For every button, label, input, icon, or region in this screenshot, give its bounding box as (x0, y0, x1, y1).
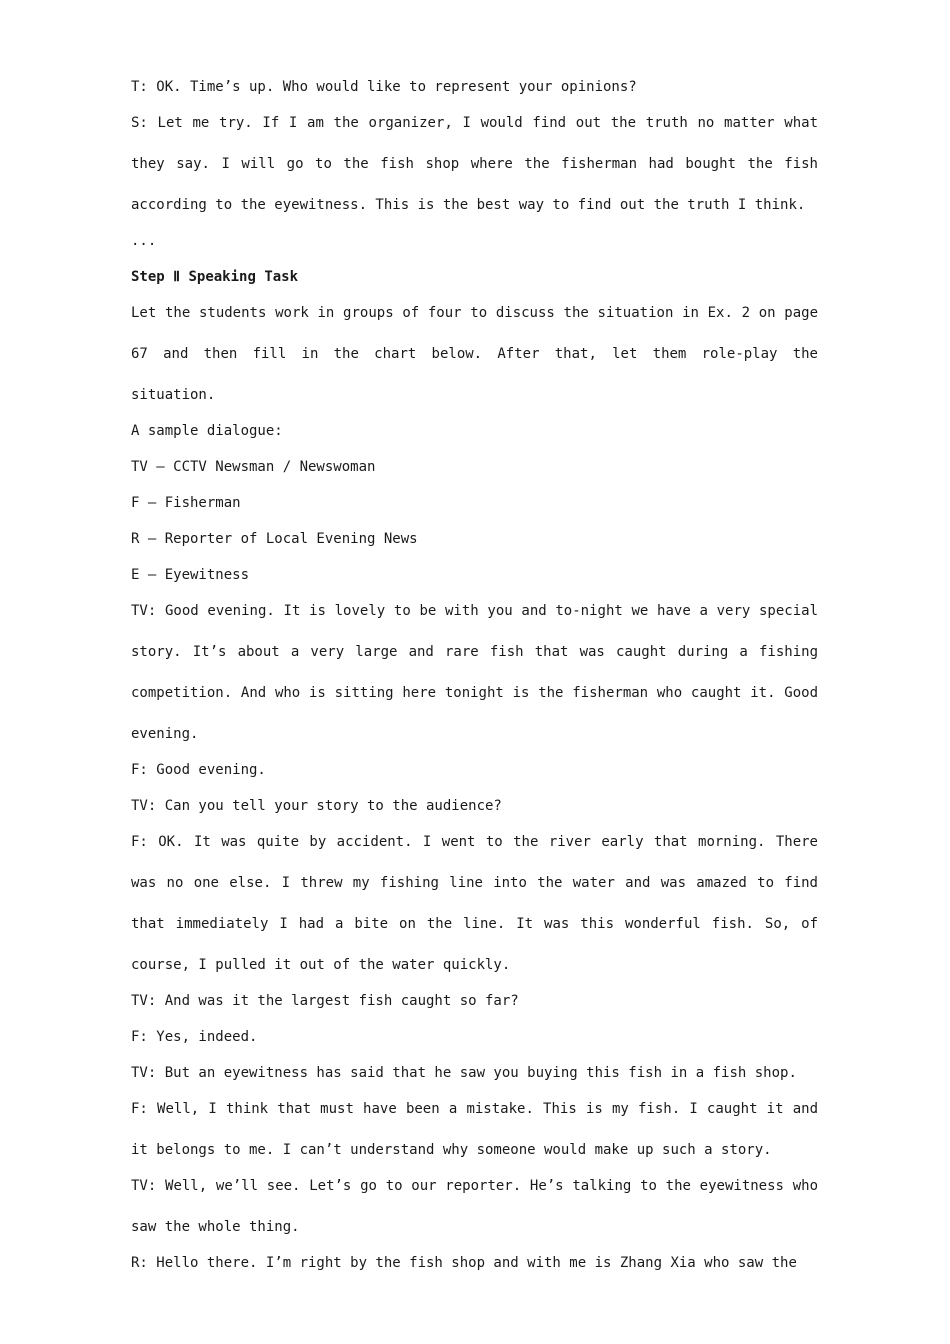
dialogue-line-f: F: OK. It was quite by accident. I went to the river early that morning. There was no one else. I threw my fishing line into the water and was amazed to find that immediately I had a bite on the line. It was this wonderful fish. So, of course, I pulled it out of the water quickly. (131, 833, 818, 973)
ellipsis-line: ... (131, 233, 157, 249)
document-body (131, 76, 818, 1288)
dialogue-line-f: F: Good evening. (131, 762, 266, 778)
dialogue-line-tv: TV: Good evening. It is lovely to be with you and to-night we have a very special story. It’s about a very large and rare fish that was caught during a fishing competition. And who is sitting here tonight is the fisherman who caught it. Good evening. (131, 602, 818, 742)
dialogue-line-tv: TV: But an eyewitness has said that he saw you buying this fish in a fish shop. (131, 1065, 797, 1081)
dialogue-line-teacher: T: OK. Time’s up. Who would like to represent your opinions? (131, 79, 637, 95)
role-definition-r: R — Reporter of Local Evening News (131, 531, 418, 547)
instruction-paragraph: Let the students work in groups of four to discuss the situation in Ex. 2 on page 67 and then fill in the chart below. After that, let them role-play the situation. (131, 304, 818, 403)
dialogue-line-f: F: Well, I think that must have been a mistake. This is my fish. I caught it and it belongs to me. I can’t understand why someone would make up such a story. (131, 1100, 818, 1158)
sample-dialogue-label: A sample dialogue: (131, 423, 283, 439)
dialogue-line-tv: TV: Well, we’ll see. Let’s go to our reporter. He’s talking to the eyewitness who saw the whole thing. (131, 1177, 818, 1235)
dialogue-line-tv: TV: Can you tell your story to the audience? (131, 798, 502, 814)
role-definition-f: F — Fisherman (131, 495, 241, 511)
section-heading: Step Ⅱ Speaking Task (131, 269, 299, 285)
role-definition-tv: TV — CCTV Newsman / Newswoman (131, 459, 376, 475)
role-definition-e: E — Eyewitness (131, 567, 250, 583)
dialogue-line-tv: TV: And was it the largest fish caught so far? (131, 993, 519, 1009)
dialogue-line-student: S: Let me try. If I am the organizer, I would find out the truth no matter what they say. I will go to the fish shop where the fisherman had bought the fish according to the eyewitness. This is the best way to find out the truth I think. (131, 114, 818, 213)
dialogue-line-f: F: Yes, indeed. (131, 1029, 258, 1045)
dialogue-line-r: R: Hello there. I’m right by the fish shop and with me is Zhang Xia who saw the (131, 1254, 797, 1271)
